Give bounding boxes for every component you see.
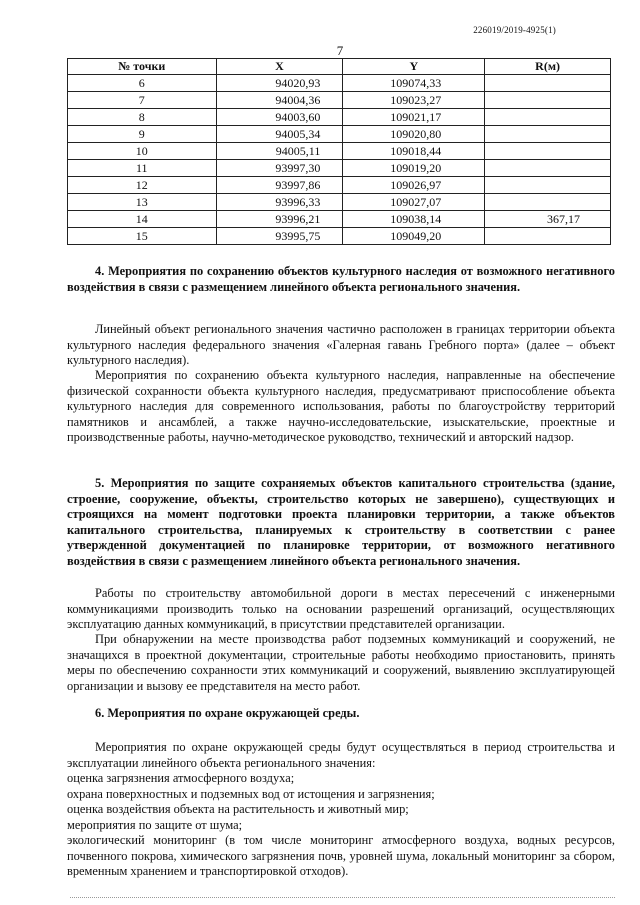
cell-y: 109023,27 xyxy=(343,92,485,109)
section-5-heading: 5. Мероприятия по защите сохраняемых объектов капитального строительства (здание, строение, сооружение, объекты, строительство которых не завершено), существующих и строящихся на момент подготовки проекта планировки территории, а также объектов капитального строительства, планируемых к строительству в соответствии с ранее утвержденной документацией по планировке территории, от возможного негативного воздействия в связи с размещением линейного объекта регионального значения. xyxy=(67,476,615,568)
column-header-y: Y xyxy=(343,59,485,75)
cell-y: 109020,80 xyxy=(343,126,485,143)
table-row xyxy=(68,177,611,194)
cell-y: 109027,07 xyxy=(343,194,485,211)
list-item: мероприятия по защите от шума; xyxy=(67,817,243,832)
table-row xyxy=(68,92,611,109)
cell-x: 93995,75 xyxy=(216,228,343,245)
section-6-body xyxy=(67,740,615,880)
cell-x: 93997,30 xyxy=(216,160,343,177)
cell-x: 94004,36 xyxy=(216,92,343,109)
cell-y: 109074,33 xyxy=(343,75,485,92)
list-item: оценка воздействия объекта на растительность и животный мир; xyxy=(67,802,409,816)
section-5-paragraph-1: Работы по строительству автомобильной дороги в местах пересечений с инженерными коммуникациями производить только на основании разрешений организаций, осуществляющих эксплуатацию данных коммуникаций, в присутствии представителей организации. xyxy=(67,586,615,631)
list-item: экологический мониторинг (в том числе мониторинг атмосферного воздуха, водных ресурсов, почвенного покрова, химического загрязнения почв, уровней шума, локальный мониторинг за сбором, временным хранением и транспортировкой отходов). xyxy=(67,833,615,878)
column-header-x: X xyxy=(216,59,343,75)
cell-y: 109038,14 xyxy=(343,211,485,228)
cell-r xyxy=(485,160,611,177)
section-4-heading: 4. Мероприятия по сохранению объектов культурного наследия от возможного негативного воздействия в связи с размещением линейного объекта регионального значения. xyxy=(67,264,615,294)
coordinates-table xyxy=(67,58,611,245)
section-4-paragraph-2: Мероприятия по сохранению объекта культурного наследия, направленные на обеспечение физической сохранности объекта культурного наследия, предусматривают приспособление объекта культурного наследия для современного использования, работы по благоустройству территорий памятников и ансамблей, а также научно-исследовательские, изыскательские, проектные и производственные работы, научно-методическое руководство, технический и авторский надзор. xyxy=(67,368,615,444)
table-row xyxy=(68,126,611,143)
cell-r xyxy=(485,92,611,109)
page-number: 7 xyxy=(336,43,344,58)
table-row xyxy=(68,228,611,245)
cell-x: 94003,60 xyxy=(216,109,343,126)
table-row xyxy=(68,143,611,160)
table-row xyxy=(68,75,611,92)
cell-point: 15 xyxy=(68,228,217,245)
table-row xyxy=(68,211,611,228)
cell-r xyxy=(485,126,611,143)
cell-y: 109019,20 xyxy=(343,160,485,177)
list-item: оценка загрязнения атмосферного воздуха; xyxy=(67,771,295,785)
cell-point: 9 xyxy=(68,126,217,143)
table-row xyxy=(68,160,611,177)
cell-point: 14 xyxy=(68,211,217,228)
cell-y: 109018,44 xyxy=(343,143,485,160)
section-5-paragraph-2: При обнаружении на месте производства работ подземных коммуникаций и сооружений, не значащихся в проектной документации, строительные работы необходимо приостановить, принять меры по обеспечению сохранности этих коммуникаций и сооружений, выявлению эксплуатирующей организации и вызову ее представителя на место работ. xyxy=(67,632,615,693)
cell-x: 94005,11 xyxy=(216,143,343,160)
cell-r xyxy=(485,228,611,245)
cell-point: 11 xyxy=(68,160,217,177)
cell-point: 8 xyxy=(68,109,217,126)
cell-x: 94005,34 xyxy=(216,126,343,143)
column-header-point: № точки xyxy=(68,59,217,75)
table-header-row xyxy=(68,59,611,75)
cell-y: 109049,20 xyxy=(343,228,485,245)
cell-point: 13 xyxy=(68,194,217,211)
cell-y: 109021,17 xyxy=(343,109,485,126)
table-row xyxy=(68,194,611,211)
cell-point: 6 xyxy=(68,75,217,92)
cell-r: 367,17 xyxy=(485,211,611,228)
column-header-r: R(м) xyxy=(485,59,611,75)
cell-x: 93997,86 xyxy=(216,177,343,194)
section-6-heading: 6. Мероприятия по охране окружающей среды. xyxy=(95,706,360,720)
cell-r xyxy=(485,143,611,160)
table-row xyxy=(68,109,611,126)
cell-x: 94020,93 xyxy=(216,75,343,92)
document-number: 226019/2019-4925(1) xyxy=(473,25,556,35)
cell-r xyxy=(485,194,611,211)
page-bottom-divider xyxy=(70,897,615,898)
list-item: охрана поверхностных и подземных вод от истощения и загрязнения; xyxy=(67,786,435,801)
cell-point: 7 xyxy=(68,92,217,109)
cell-point: 12 xyxy=(68,177,217,194)
cell-x: 93996,21 xyxy=(216,211,343,228)
cell-r xyxy=(485,109,611,126)
cell-x: 93996,33 xyxy=(216,194,343,211)
section-4-paragraph-1: Линейный объект регионального значения частично расположен в границах территории объекта культурного наследия федерального значения «Галерная гавань Гребного порта» (далее – объект культурного наследия). xyxy=(67,322,615,367)
cell-r xyxy=(485,75,611,92)
cell-point: 10 xyxy=(68,143,217,160)
section-6-intro: Мероприятия по охране окружающей среды будут осуществляться в период строительства и эксплуатации линейного объекта регионального значения: xyxy=(67,740,615,770)
cell-r xyxy=(485,177,611,194)
cell-y: 109026,97 xyxy=(343,177,485,194)
